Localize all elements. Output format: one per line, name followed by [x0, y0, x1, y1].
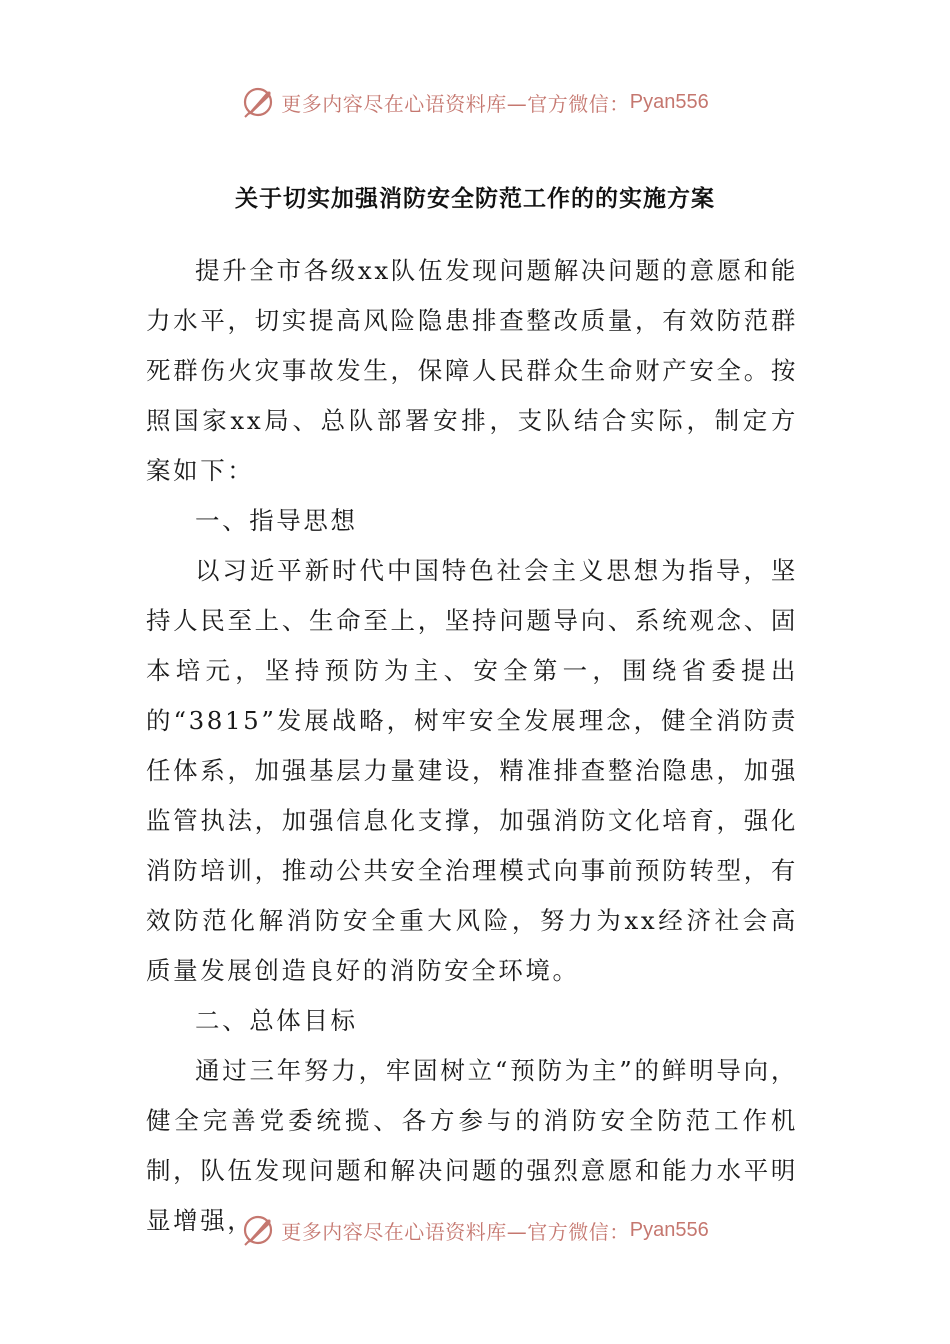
quill-logo-icon [241, 1213, 275, 1247]
section-heading-guiding-ideology: 一、指导思想 [195, 506, 358, 535]
section-heading-overall-goal: 二、总体目标 [195, 1006, 358, 1035]
watermark-wechat-id: Pyan556 [629, 1218, 709, 1241]
watermark-wechat-id: Pyan556 [629, 90, 709, 113]
guiding-ideology-paragraph: 以习近平新时代中国特色社会主义思想为指导，坚持人民至上、生命至上，坚持问题导向、系统观念、固本培元，坚持预防为主、安全第一，围绕省委提出的“3815”发展战略，树牢安全发展理念，健全消防责任体系，加强基层力量建设，精准排查整治隐患，加强监管执法，加强信息化支撑，加强消防文化培育，强化消防培训，推动公共安全治理模式向事前预防转型，有效防范化解消防安全重大风险，努力为xx经济社会高质量发展创造良好的消防安全环境。 [146, 556, 798, 985]
watermark-text: 更多内容尽在心语资料库—官方微信： [281, 1219, 630, 1244]
watermark-text: 更多内容尽在心语资料库—官方微信： [281, 91, 630, 116]
overall-goal-paragraph: 通过三年努力，牢固树立“预防为主”的鲜明导向，健全完善党委统揽、各方参与的消防安全防范工作机制，队伍发现问题和解决问题的强烈意愿和能力水平明显增强， [146, 1056, 798, 1235]
document-title: 关于切实加强消防安全防范工作的的实施方案 [235, 186, 715, 212]
document-body [146, 246, 798, 1246]
quill-logo-icon [241, 85, 275, 119]
intro-paragraph: 提升全市各级xx队伍发现问题解决问题的意愿和能力水平，切实提高风险隐患排查整改质量，有效防范群死群伤火灾事故发生，保障人民群众生命财产安全。按照国家xx局、总队部署安排，支队结合实际，制定方案如下： [146, 256, 798, 485]
footer-watermark [0, 1212, 950, 1248]
header-watermark [0, 84, 950, 120]
